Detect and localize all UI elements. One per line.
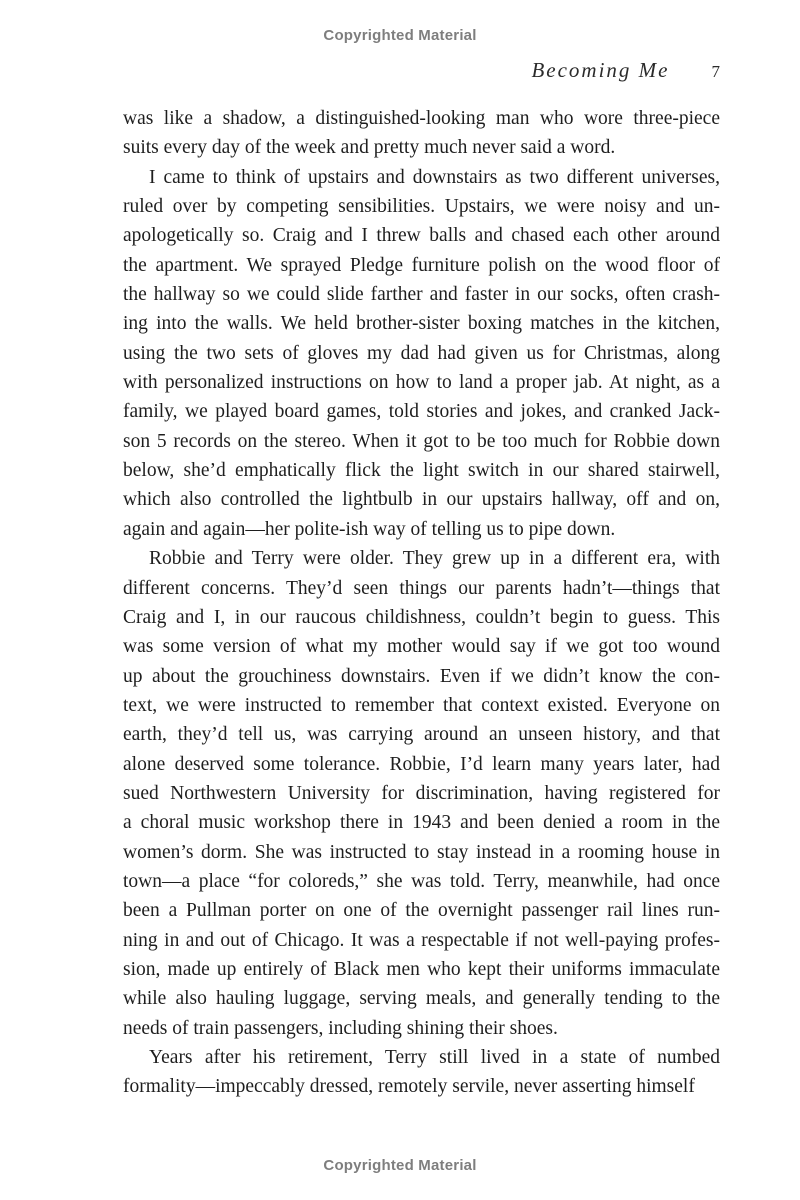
text-line: sued Northwestern University for discrimination, having registered for bbox=[123, 782, 720, 804]
running-header-title: Becoming Me bbox=[531, 58, 670, 82]
text-line: was some version of what my mother would say if we got too wound bbox=[123, 636, 720, 658]
text-line: needs of train passengers, including shining their shoes. bbox=[123, 1017, 558, 1039]
text-line: family, we played board games, told stories and jokes, and cranked Jack- bbox=[123, 401, 720, 423]
text-line: ruled over by competing sensibilities. Upstairs, we were noisy and un- bbox=[123, 196, 720, 218]
text-line: sion, made up entirely of Black men who kept their uniforms immaculate bbox=[123, 958, 720, 980]
paragraph bbox=[123, 1043, 720, 1102]
text-line: son 5 records on the stereo. When it got to be too much for Robbie down bbox=[123, 430, 720, 452]
text-line: women’s dorm. She was instructed to stay instead in a rooming house in bbox=[123, 841, 720, 863]
text-line: a choral music workshop there in 1943 and been denied a room in the bbox=[123, 812, 720, 834]
text-line: town—a place “for coloreds,” she was told. Terry, meanwhile, had once bbox=[123, 870, 720, 892]
text-line: Robbie and Terry were older. They grew up in a different era, with bbox=[149, 548, 720, 570]
paragraph bbox=[123, 104, 720, 163]
page-body bbox=[123, 104, 720, 1102]
page-number: 7 bbox=[711, 62, 720, 81]
paragraph bbox=[123, 163, 720, 544]
text-line: Years after his retirement, Terry still lived in a state of numbed bbox=[149, 1047, 720, 1068]
text-line: the apartment. We sprayed Pledge furniture polish on the wood floor of bbox=[123, 254, 720, 276]
running-header bbox=[531, 58, 720, 83]
copyright-notice-bottom: Copyrighted Material bbox=[323, 1157, 477, 1174]
text-line: which also controlled the lightbulb in our upstairs hallway, off and on, bbox=[123, 489, 720, 511]
text-line: while also hauling luggage, serving meals, and generally tending to the bbox=[123, 988, 720, 1010]
text-line: ning in and out of Chicago. It was a respectable if not well-paying profes- bbox=[123, 929, 720, 951]
text-line: the hallway so we could slide farther and faster in our socks, often crash- bbox=[123, 284, 720, 306]
text-line: was like a shadow, a distinguished-looking man who wore three-piece bbox=[123, 108, 720, 129]
text-line: Craig and I, in our raucous childishness, couldn’t begin to guess. This bbox=[123, 606, 720, 628]
text-line: up about the grouchiness downstairs. Even if we didn’t know the con- bbox=[123, 665, 720, 687]
text-line: apologetically so. Craig and I threw balls and chased each other around bbox=[123, 225, 720, 247]
text-line: I came to think of upstairs and downstairs as two different universes, bbox=[149, 166, 720, 188]
text-line: alone deserved some tolerance. Robbie, I’d learn many years later, had bbox=[123, 753, 720, 775]
text-line: with personalized instructions on how to land a proper jab. At night, as a bbox=[123, 372, 720, 394]
text-line: again and again—her polite-ish way of telling us to pipe down. bbox=[123, 518, 616, 540]
text-line: below, she’d emphatically flick the light switch in our shared stairwell, bbox=[123, 460, 720, 482]
text-line: suits every day of the week and pretty much never said a word. bbox=[123, 137, 616, 159]
text-line: ing into the walls. We held brother-sister boxing matches in the kitchen, bbox=[123, 313, 720, 335]
text-line: text, we were instructed to remember that context existed. Everyone on bbox=[123, 694, 720, 716]
text-line: using the two sets of gloves my dad had given us for Christmas, along bbox=[123, 342, 720, 364]
paragraph bbox=[123, 544, 720, 1043]
copyright-notice-top: Copyrighted Material bbox=[323, 27, 477, 44]
text-line: different concerns. They’d seen things our parents hadn’t—things that bbox=[123, 577, 720, 599]
text-line: formality—impeccably dressed, remotely servile, never asserting himself bbox=[123, 1076, 695, 1098]
text-line: been a Pullman porter on one of the overnight passenger rail lines run- bbox=[123, 900, 720, 922]
text-line: earth, they’d tell us, was carrying around an unseen history, and that bbox=[123, 724, 720, 746]
